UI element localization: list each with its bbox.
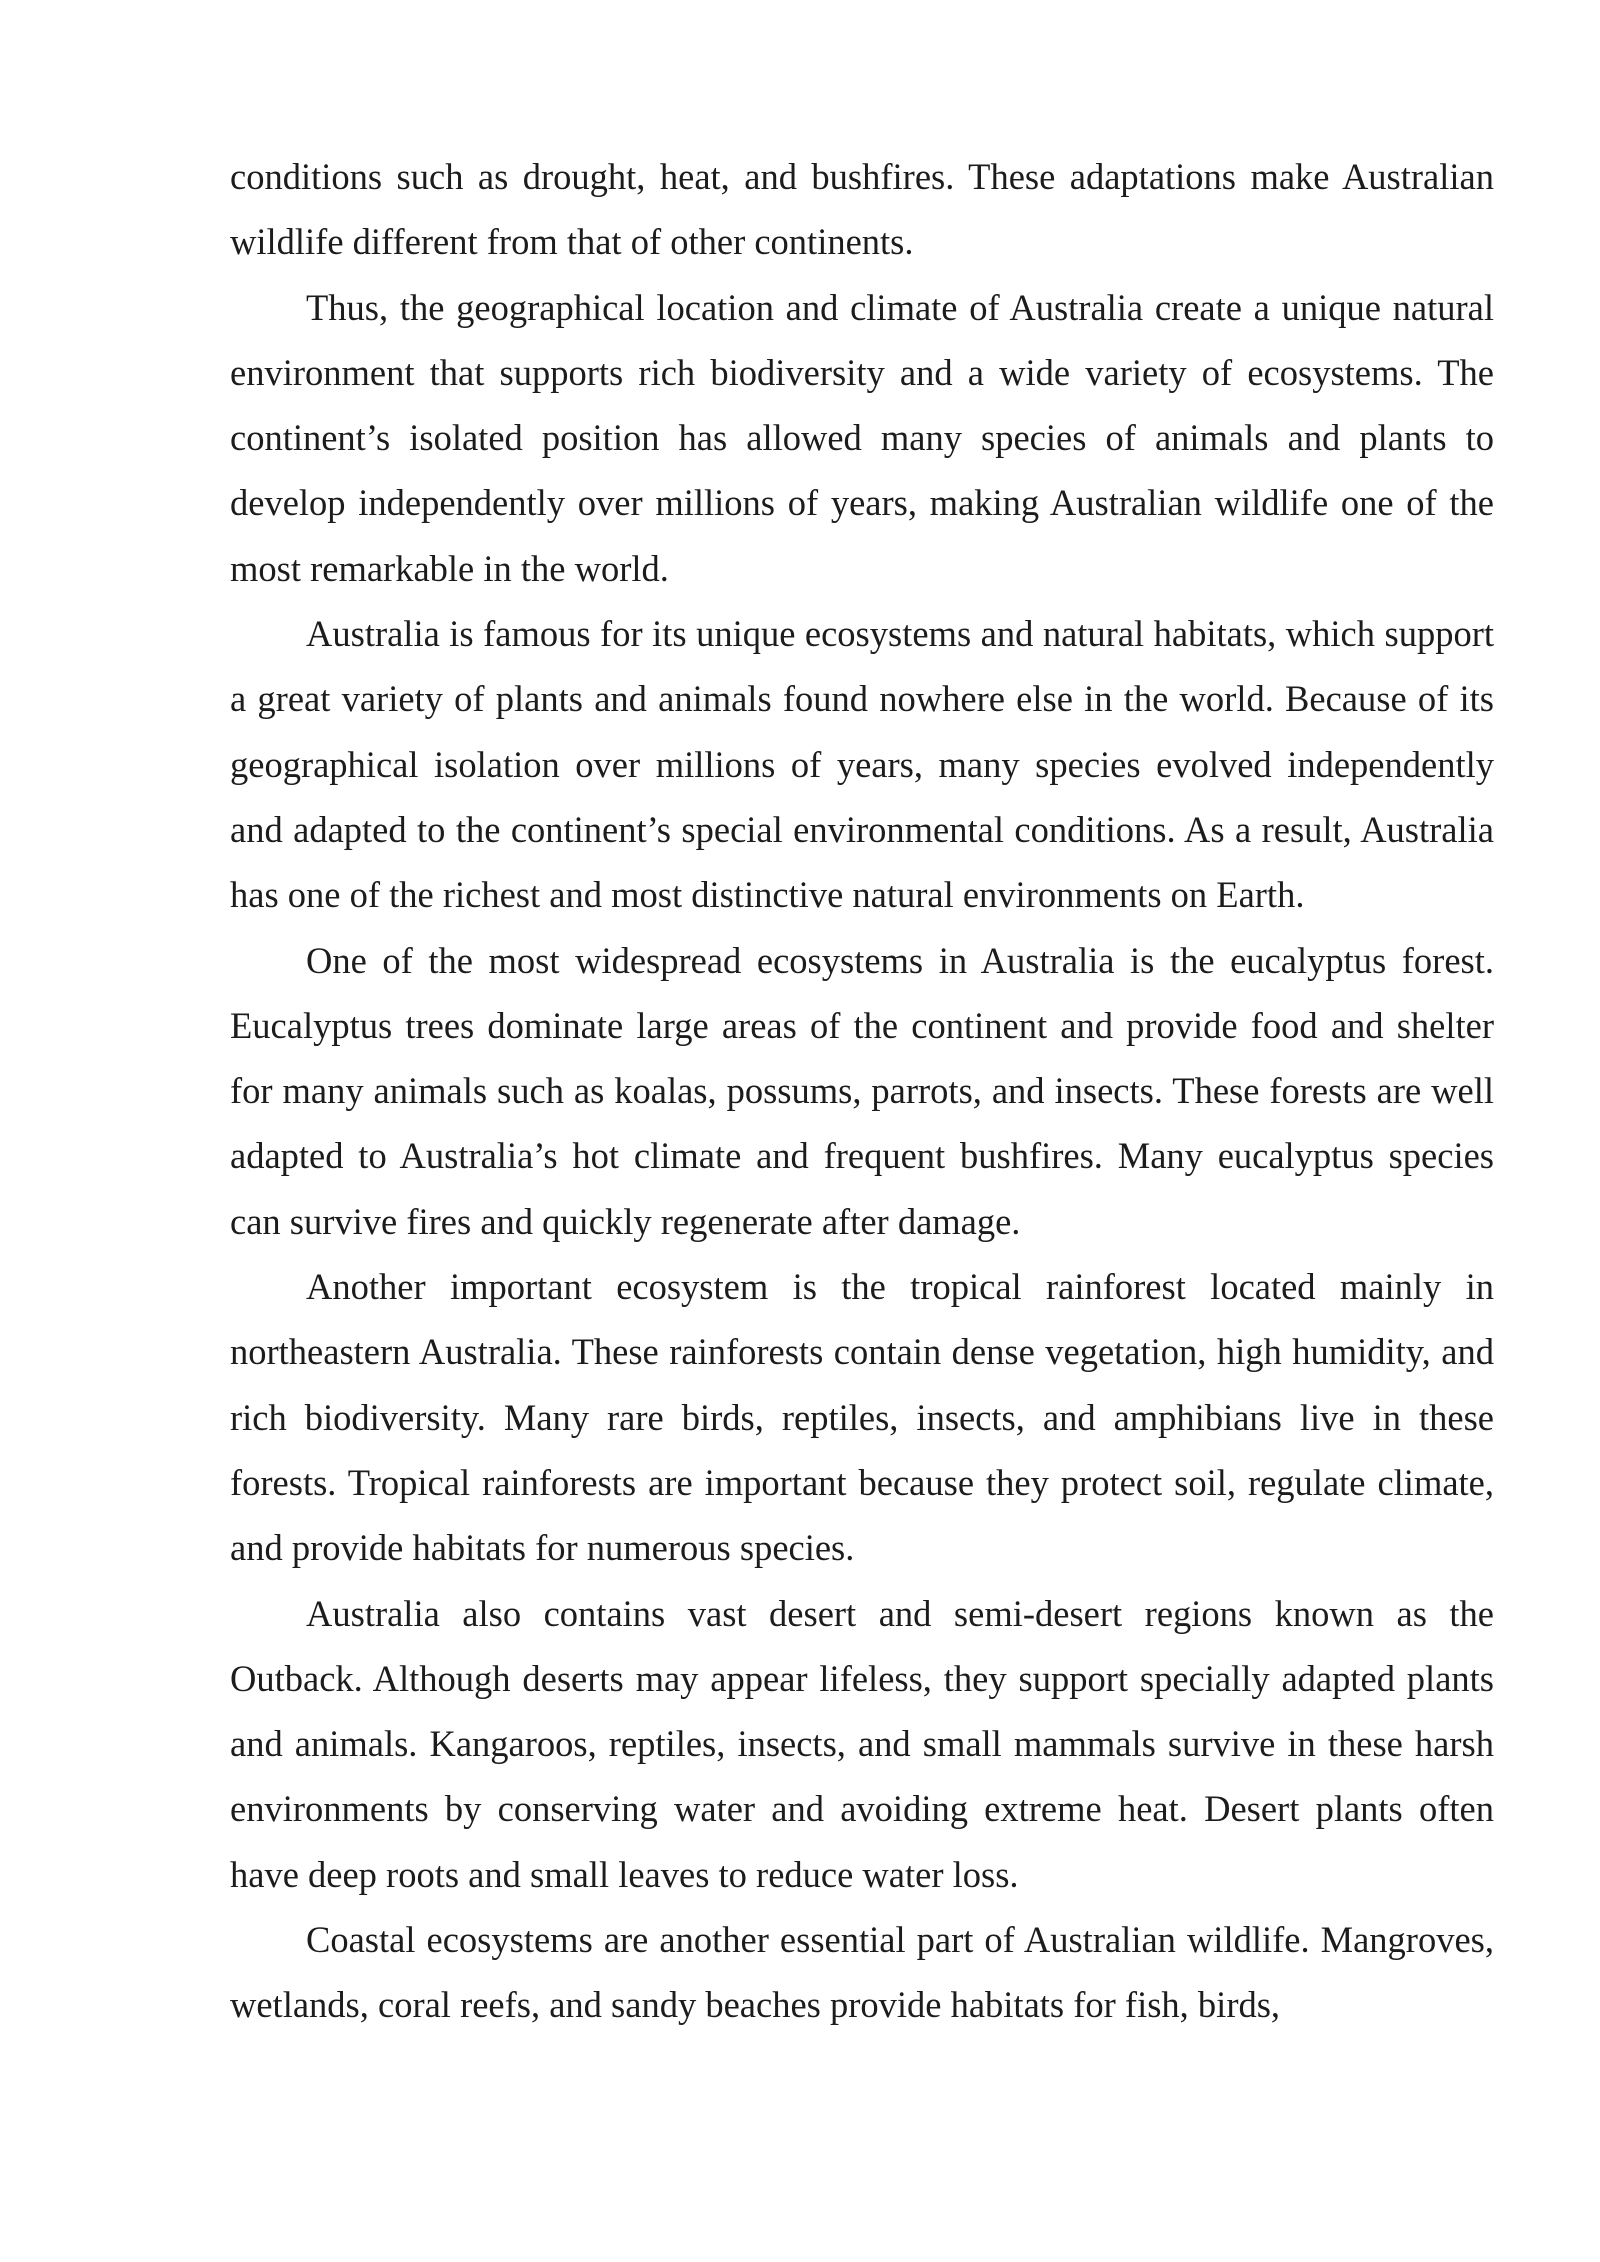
paragraph-continuation: conditions such as drought, heat, and bushfires. These adaptations make Australian wildlife different from that of other continents. xyxy=(230,156,1494,263)
paragraph-coastal-ecosystems: Coastal ecosystems are another essential part of Australian wildlife. Mangroves, wetlands, coral reefs, and sandy beaches provide habitats for fish, birds, xyxy=(230,1919,1494,2026)
body-text xyxy=(230,144,1494,2038)
paragraph-tropical-rainforest: Another important ecosystem is the tropical rainforest located mainly in northeastern Australia. These rainforests contain dense vegetation, high humidity, and rich biodiversity. Many rare birds, reptiles, insects, and amphibians live in these forests. Tropical rainforests are important because they protect soil, regulate climate, and provide habitats for numerous species. xyxy=(230,1266,1494,1569)
paragraph-outback-desert: Australia also contains vast desert and semi-desert regions known as the Outback. Although deserts may appear lifeless, they support specially adapted plants and animals. Kangaroos, reptiles, insects, and small mammals survive in these harsh environments by conserving water and avoiding extreme heat. Desert plants often have deep roots and small leaves to reduce water loss. xyxy=(230,1592,1494,1895)
paragraph-eucalyptus-forest: One of the most widespread ecosystems in Australia is the eucalyptus forest. Eucalyptus trees dominate large areas of the continent and provide food and shelter for many animals such as koalas, possums, parrots, and insects. These forests are well adapted to Australia’s hot climate and frequent bushfires. Many eucalyptus species can survive fires and quickly regenerate after damage. xyxy=(230,939,1494,1242)
paragraph-unique-ecosystems: Australia is famous for its unique ecosystems and natural habitats, which support a great variety of plants and animals found nowhere else in the world. Because of its geographical isolation over millions of years, many species evolved independently and adapted to the continent’s special environmental conditions. As a result, Australia has one of the richest and most distinctive natural environments on Earth. xyxy=(230,613,1494,916)
paragraph-geography-summary: Thus, the geographical location and climate of Australia create a unique natural environment that supports rich biodiversity and a wide variety of ecosystems. The continent’s isolated position has allowed many species of animals and plants to develop independently over millions of years, making Australian wildlife one of the most remarkable in the world. xyxy=(230,286,1494,589)
